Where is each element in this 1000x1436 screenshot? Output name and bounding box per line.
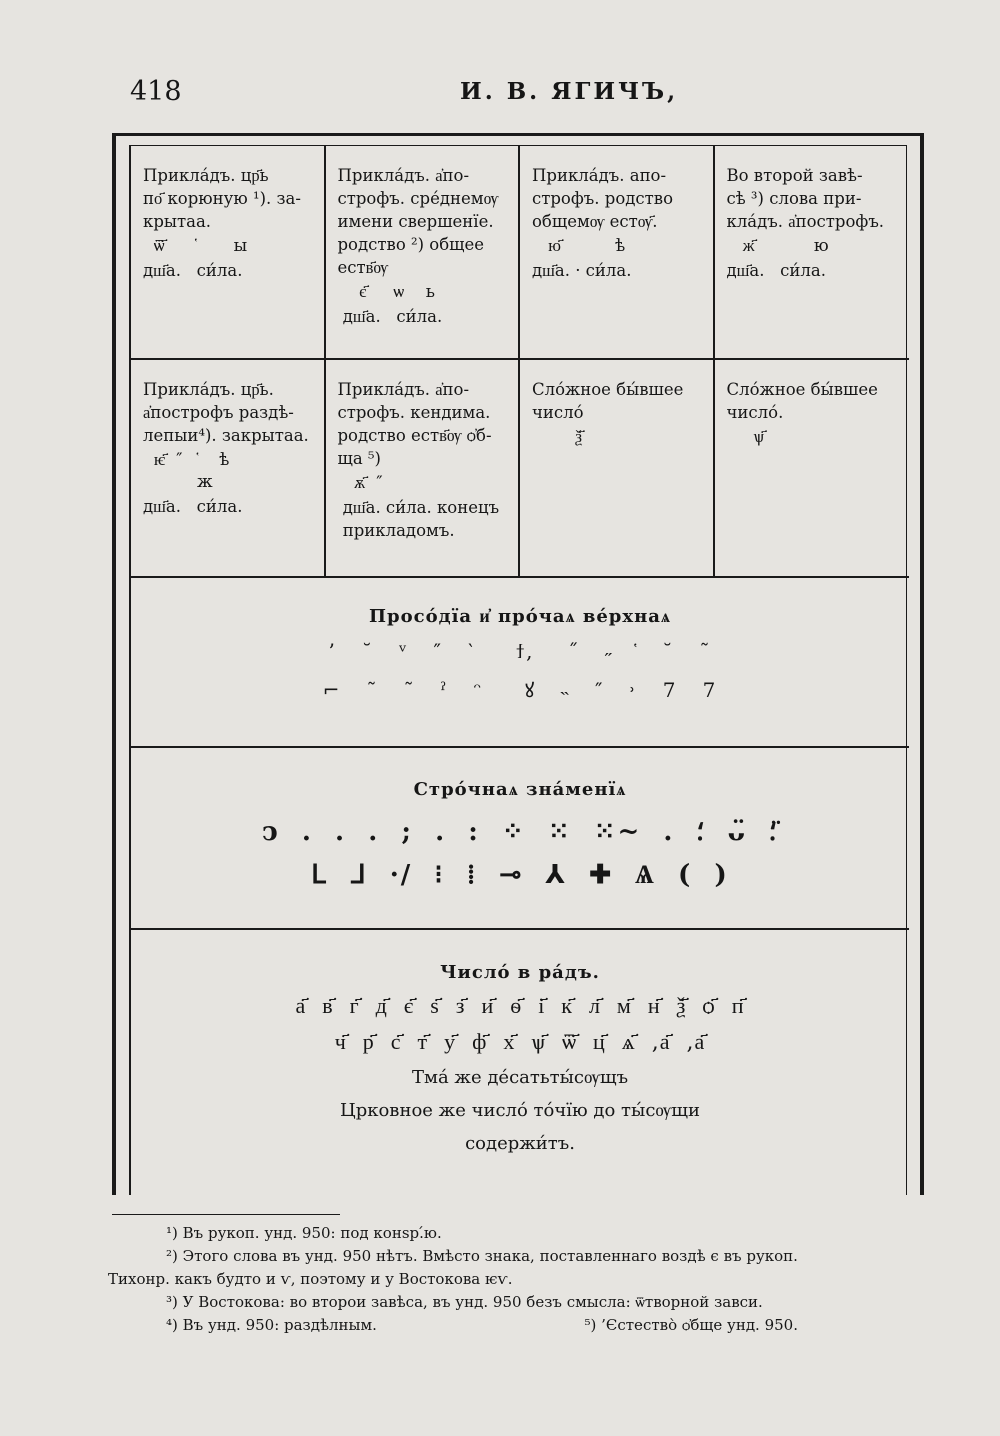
example-text: Прикла́дъ. цр҃ь. а҆построфъ раздѣ- лепыи⁴). закрытаа. xyxy=(143,380,309,445)
example-signs: ю҃ ѣ xyxy=(532,236,626,256)
example-cell-1-2 xyxy=(326,146,521,358)
example-text: Сло́жное бы́вшее число́. xyxy=(726,380,878,422)
numbers-note-line-2: Црковное же число́ то́чїю до ты́сѹщи xyxy=(340,1100,700,1121)
examples-row-2 xyxy=(131,360,909,578)
footnote-5: ⁵) ’Єстество̀ ѻ҆бще унд. 950. xyxy=(584,1316,798,1334)
example-labels: дш҃а. си́ла. xyxy=(143,497,243,516)
prosody-title: Просо́дїа и҆ про́чаѧ ве́рхнаѧ xyxy=(369,606,671,627)
running-title: И. В. ЯГИЧЪ, xyxy=(460,78,679,105)
example-labels: дш҃а. си́ла. xyxy=(726,261,826,280)
footnote-1: ¹) Въ рукоп. унд. 950: под конѕр.́ю. xyxy=(166,1224,442,1242)
example-text: Прикла́дъ. цр҃ь по҃ корюную ¹). за- крытаа. xyxy=(143,166,301,231)
page-number: 418 xyxy=(130,76,182,107)
example-signs: ѥ҃ ″ ҅ ѣ ж xyxy=(153,450,230,492)
line-marks-title: Стро́чнаѧ зна́менїѧ xyxy=(413,779,627,800)
example-signs: ж҃ ю xyxy=(726,236,829,256)
footnote-2-line-1: ²) Этого слова въ унд. 950 нѣтъ. Вмѣсто знака, поставленнаго воздѣ є въ рукоп. xyxy=(166,1247,798,1265)
example-signs: ѱ҃ xyxy=(726,427,765,447)
example-labels: дш҃а. си́ла. xyxy=(337,307,443,326)
prosody-marks-row-2: ⌐ ˜ ˜ ˀ ᵔ ꙋ ˵ ″ ˒ 7 7 xyxy=(322,678,718,702)
footnotes xyxy=(108,1222,928,1337)
footnote-2-line-2: Тихонр. какъ будто и ѵ, поэтому и у Востокова ѥѵ. xyxy=(108,1270,513,1288)
example-text: Во второй завѣ- сѣ ³) слова при- кла́дъ. а҆построфъ. xyxy=(726,166,885,231)
example-signs: є҃ ѡ ь xyxy=(337,282,436,302)
prosody-marks-row-1: ’ ˘ ᵛ ″ ‵ ϯ, ˝ ˶ ҅ ˘ ˜ xyxy=(328,639,712,663)
footnote-3: ³) У Востокова: во второи завѣса, въ унд. 950 безъ смысла: ѿтворной завси. xyxy=(166,1293,763,1311)
example-signs: ѯ҃ xyxy=(532,427,582,447)
example-labels: дш҃а. · си́ла. xyxy=(532,261,632,280)
example-cell-1-3 xyxy=(520,146,715,358)
example-text: Прикла́дъ. а҆по- строфъ. кендима. родство еств҃ѹ ѻ҆б- ща ⁵) xyxy=(337,380,492,468)
example-labels: дш҃а. си́ла. xyxy=(143,261,243,280)
line-marks-section xyxy=(131,779,909,890)
footnotes-4-5 xyxy=(108,1314,928,1337)
numbers-note-line-1: Тма́ же де́сатьты́сѹщъ xyxy=(411,1067,629,1088)
numeral-letters-row-2: ч҃ р҃ с҃ т҃ у҃ ф҃ х҃ ѱ҃ ѿ҃ ц҃ ѧ҃ ,а҃ ,а҃ xyxy=(334,1030,706,1055)
numbers-section xyxy=(131,962,909,1154)
example-labels: дш҃а. си́ла. конецъ прикладомъ. xyxy=(342,498,500,540)
example-cell-2-4 xyxy=(715,360,910,576)
line-marks-row-2: ᒪ ᒧ ·/ ⁝ ⁞ ⊸ ⅄ ✚ Ѧ ( ) xyxy=(311,860,729,890)
section-divider xyxy=(131,746,909,748)
example-text: Сло́жное бы́вшее число́ xyxy=(532,380,684,422)
example-text: Прикла́дъ. а҆по- строфъ. сре́днемѹ имени свершенїе. родство ²) общее еств҃ѹ xyxy=(337,166,499,277)
example-cell-1-4 xyxy=(715,146,910,358)
section-divider xyxy=(131,928,909,930)
prosody-section xyxy=(131,606,909,703)
examples-grid xyxy=(131,146,909,578)
example-signs: ѿ҃ ҅ ы xyxy=(143,236,248,256)
line-marks-row-1: ↄ . . . ; . : ⁘ ⁙ ⁙~ . ⸵ ᴗ̈ ⸵̈ xyxy=(261,817,779,847)
numeral-letters-row-1: а҃ в҃ г҃ д҃ є҃ ѕ҃ з҃ и҃ ѳ҃ і҃ к҃ л҃ м҃ н҃ ѯ҃ ѻ҃ п҃ xyxy=(295,994,745,1019)
numbers-title: Число́ в ра́дъ. xyxy=(440,962,600,983)
table-frame xyxy=(112,133,924,1195)
example-signs: ѫ҃ ″ xyxy=(337,473,383,493)
example-cell-2-3 xyxy=(520,360,715,576)
example-text: Прикла́дъ. апо- строфъ. родство общемѹ естѹ҃. xyxy=(532,166,674,231)
numbers-note-line-3: содержи́тъ. xyxy=(465,1133,575,1154)
footnote-4: ⁴) Въ унд. 950: раздѣлным. xyxy=(166,1316,377,1334)
example-cell-2-2 xyxy=(326,360,521,576)
examples-row-1 xyxy=(131,146,909,360)
example-cell-2-1 xyxy=(131,360,326,576)
footnote-rule xyxy=(112,1214,340,1215)
example-cell-1-1 xyxy=(131,146,326,358)
page-header xyxy=(130,76,890,112)
